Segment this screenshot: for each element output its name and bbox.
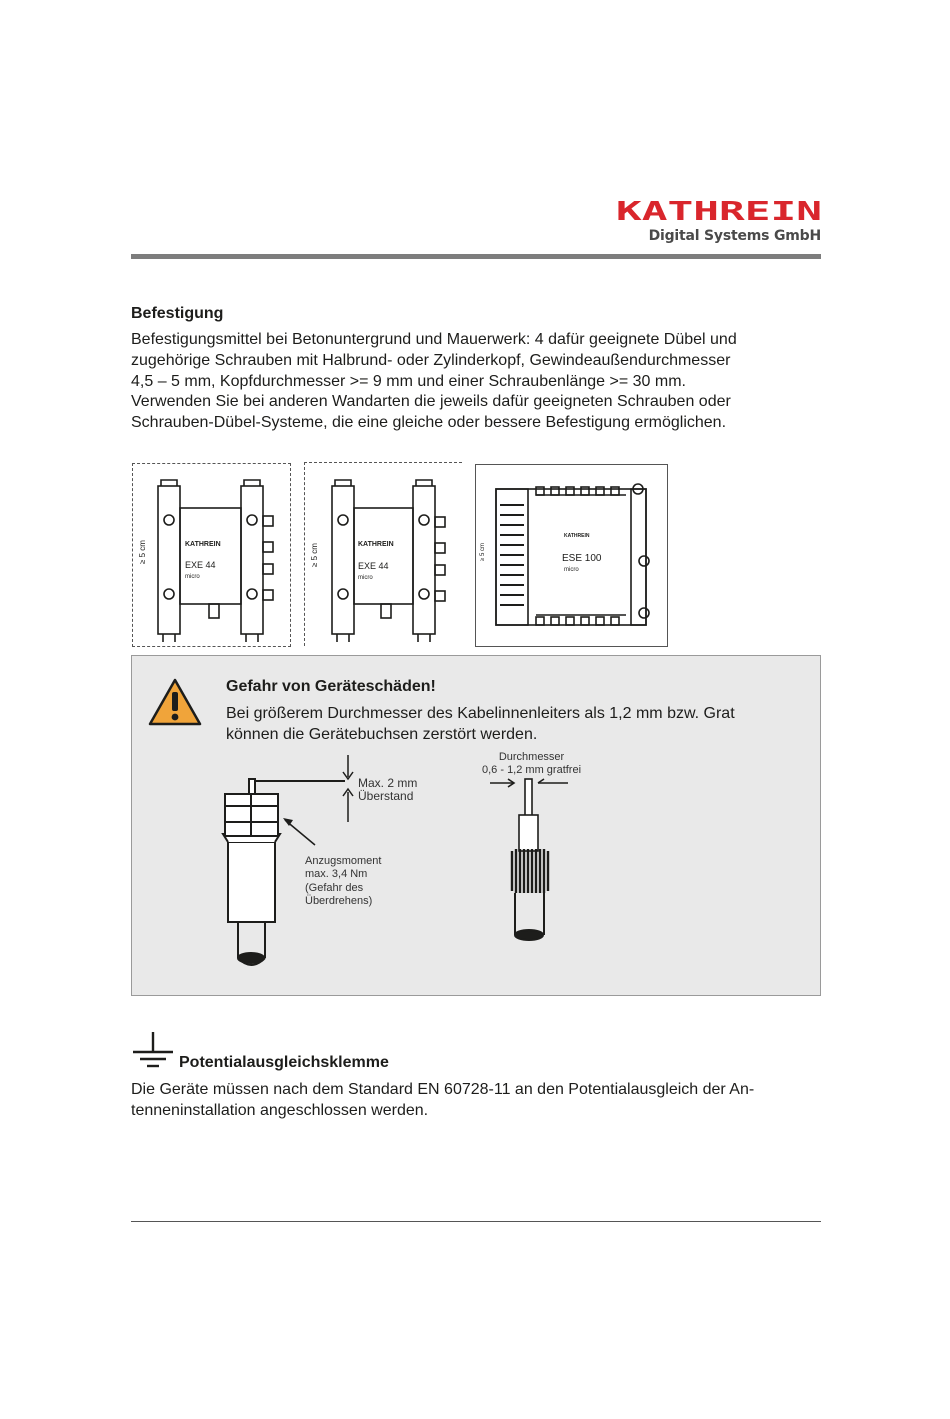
mounting-figure-3 bbox=[475, 464, 668, 647]
ground-line: tenneninstallation angeschlossen werden. bbox=[131, 1102, 429, 1119]
diameter-line: 0,6 - 1,2 mm gratfrei bbox=[482, 764, 582, 777]
mounting-line: Schrauben-Dübel-Systeme, die eine gleiche oder bessere Befestigung ermöglichen. bbox=[131, 414, 727, 432]
device-brand-2: KATHREIN bbox=[358, 541, 394, 548]
ground-line: Die Geräte müssen nach dem Standard EN 60728-11 an den Potentialausgleich der An- bbox=[131, 1081, 755, 1098]
footer-divider bbox=[131, 1221, 821, 1222]
torque-line: (Gefahr des bbox=[305, 881, 364, 894]
overhang-label bbox=[358, 777, 417, 804]
mounting-line: 4,5 – 5 mm, Kopfdurchmesser >= 9 mm und einer Schraubenlänge >= 30 mm. bbox=[131, 372, 686, 390]
mounting-figure-2 bbox=[304, 462, 462, 646]
header-divider bbox=[131, 254, 821, 259]
overhang-line: Überstand bbox=[358, 789, 414, 804]
warning-title: Gefahr von Geräteschäden! bbox=[226, 678, 436, 695]
logo-text: KATHREIN bbox=[616, 198, 822, 222]
kathrein-logo bbox=[616, 198, 822, 222]
torque-line: max. 3,4 Nm bbox=[305, 868, 368, 881]
warning-line: Bei größerem Durchmesser des Kabelinnenleiters als 1,2 mm bzw. Grat bbox=[226, 705, 735, 722]
overhang-line: Max. 2 mm bbox=[358, 776, 418, 790]
device-model-sub-1: micro bbox=[185, 574, 200, 580]
warning-triangle-icon bbox=[147, 677, 203, 727]
device-model-2: EXE 44 bbox=[358, 561, 389, 571]
device-drawing-2 bbox=[305, 463, 462, 646]
torque-line: Überdrehens) bbox=[305, 895, 373, 908]
device-model-sub-2: micro bbox=[358, 575, 373, 581]
device-brand-3: KATHREIN bbox=[564, 533, 590, 539]
torque-line: Anzugsmoment bbox=[305, 855, 382, 867]
ground-paragraph bbox=[131, 1079, 821, 1121]
device-brand-1: KATHREIN bbox=[185, 541, 221, 548]
device-model-1: EXE 44 bbox=[185, 560, 216, 570]
distance-label-2: ≥ 5 cm bbox=[310, 543, 319, 567]
diameter-label bbox=[482, 751, 581, 778]
mounting-heading: Befestigung bbox=[131, 305, 224, 322]
diameter-line: Durchmesser bbox=[498, 751, 565, 763]
mounting-line: zugehörige Schrauben mit Halbrund- oder Zylinderkopf, Gewindeaußendurchmesser bbox=[131, 351, 731, 369]
device-drawing-3 bbox=[476, 465, 667, 646]
warning-line: können die Gerätebuchsen zerstört werden. bbox=[226, 725, 538, 743]
mounting-figure-1 bbox=[132, 463, 291, 647]
distance-label-3: ≥ 5 cm bbox=[480, 543, 486, 561]
distance-label-1: ≥ 5 cm bbox=[138, 540, 147, 564]
company-subtitle: Digital Systems GmbH bbox=[648, 228, 821, 244]
ground-heading: Potentialausgleichsklemme bbox=[179, 1054, 389, 1071]
coax-cable-drawing bbox=[480, 775, 600, 955]
torque-label bbox=[305, 855, 381, 909]
device-model-3: ESE 100 bbox=[562, 553, 602, 564]
mounting-paragraph bbox=[131, 330, 821, 434]
mounting-line: Verwenden Sie bei anderen Wandarten die jeweils dafür geeigneten Schrauben oder bbox=[131, 393, 731, 411]
device-model-sub-3: micro bbox=[564, 567, 579, 573]
warning-text bbox=[226, 704, 806, 745]
ground-symbol-icon bbox=[131, 1030, 175, 1070]
device-drawing-1 bbox=[133, 464, 290, 646]
mounting-line: Befestigungsmittel bei Betonuntergrund und Mauerwerk: 4 dafür geeignete Dübel und bbox=[131, 331, 737, 348]
